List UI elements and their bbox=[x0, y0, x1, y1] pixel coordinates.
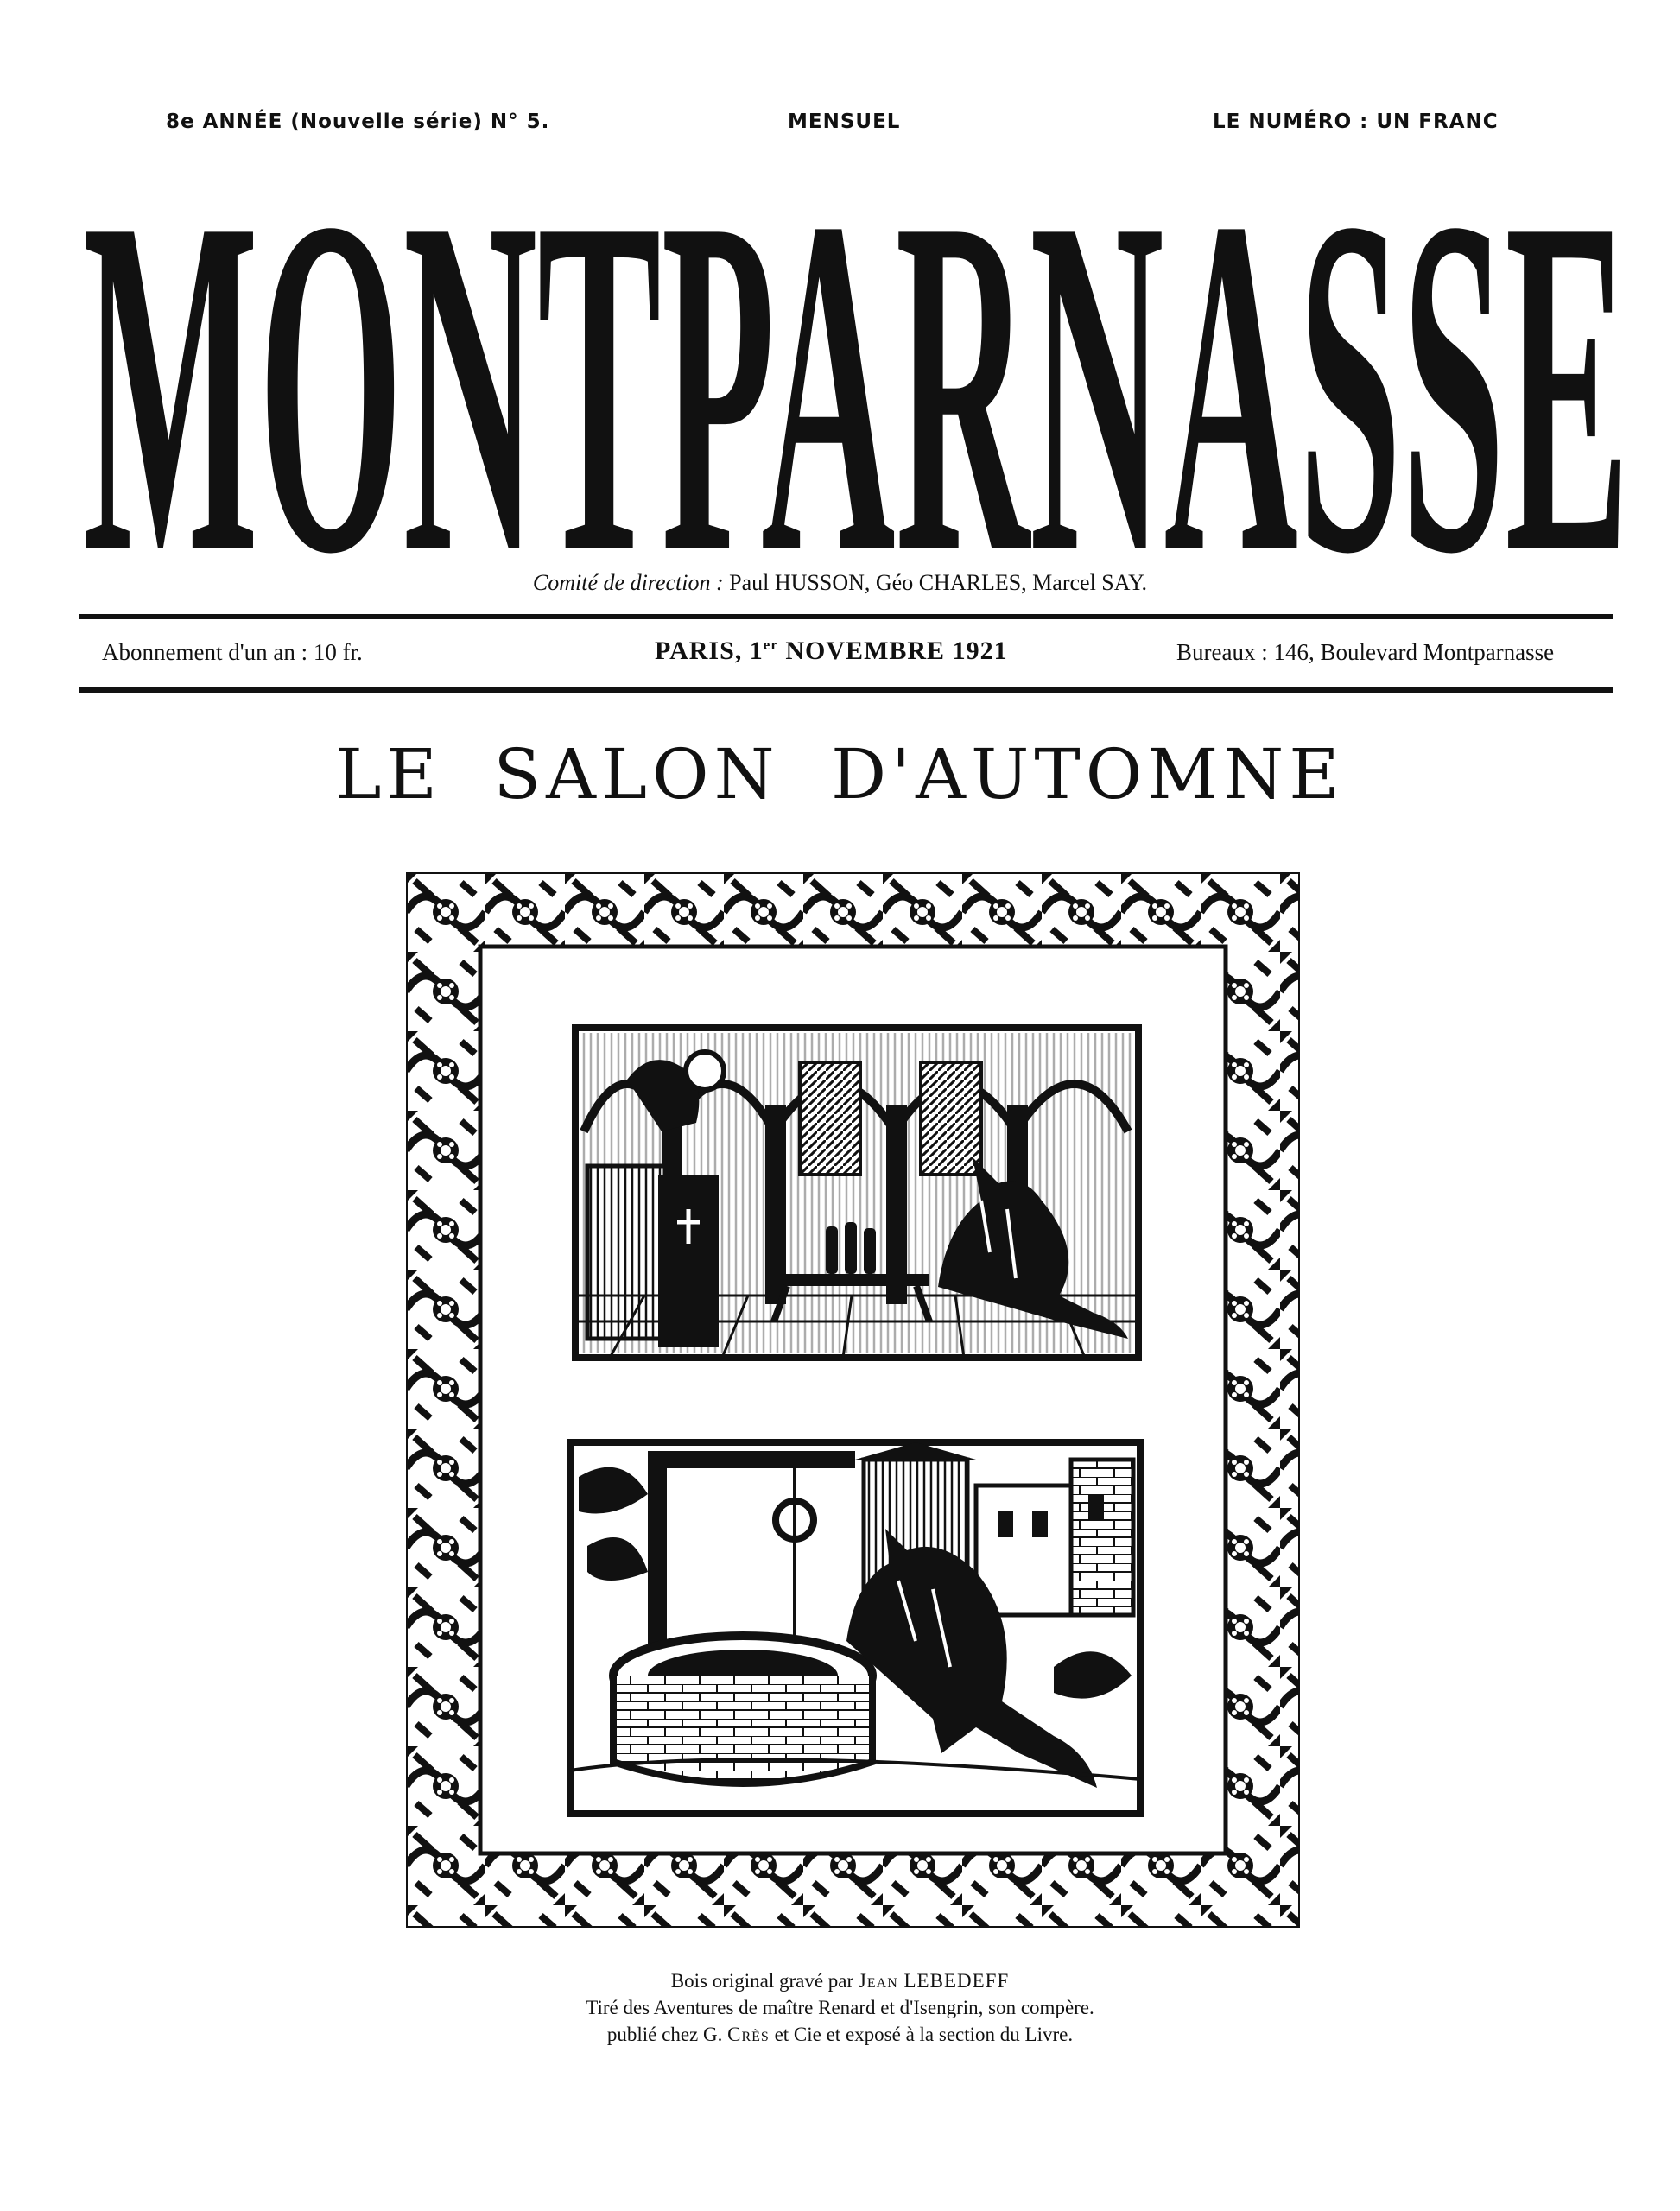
committee-label: Comité de direction : bbox=[532, 570, 724, 595]
masthead-logo bbox=[79, 155, 1632, 566]
woodcut-bottom-scene bbox=[570, 1442, 1140, 1814]
caption-artist: Jean LEBEDEFF bbox=[858, 1970, 1010, 1992]
caption-publisher-prefix: publié chez G. bbox=[606, 2024, 723, 2045]
committee-members: Paul HUSSON, Géo CHARLES, Marcel SAY. bbox=[729, 570, 1148, 595]
frequency-label: MENSUEL bbox=[788, 111, 901, 133]
caption-credit-prefix: Bois original gravé par bbox=[670, 1970, 854, 1992]
top-rule bbox=[79, 614, 1613, 619]
woodcut-illustration bbox=[406, 872, 1300, 1928]
offices-address: Bureaux : 146, Boulevard Montparnasse bbox=[1176, 639, 1555, 665]
committee-line bbox=[0, 570, 1680, 596]
subscription-text: Abonnement d'un an : 10 fr. bbox=[102, 639, 363, 665]
caption-publisher: Crès bbox=[727, 2024, 770, 2045]
caption-line-3 bbox=[0, 2021, 1680, 2048]
masthead bbox=[79, 155, 1632, 566]
price-label: LE NUMÉRO : UN FRANC bbox=[1213, 111, 1499, 133]
section-title: LE SALON D'AUTOMNE bbox=[335, 734, 1345, 814]
caption-line-2: Tiré des Aventures de maître Renard et d'Isengrin, son compère. bbox=[586, 1997, 1094, 2018]
caption-line-1 bbox=[0, 1967, 1680, 1994]
caption-publisher-suffix: et Cie et exposé à la section du Livre. bbox=[774, 2024, 1074, 2045]
masthead-title: MONTPARNASSE bbox=[83, 155, 1629, 566]
woodcut-top-scene bbox=[575, 1028, 1138, 1358]
issue-number: 8e ANNÉE (Nouvelle série) N° 5. bbox=[166, 111, 550, 133]
bottom-rule bbox=[79, 687, 1613, 693]
info-line bbox=[0, 639, 1680, 674]
issue-header bbox=[0, 111, 1680, 145]
date-suffix: NOVEMBRE 1921 bbox=[777, 637, 1008, 665]
illustration-caption bbox=[0, 1967, 1680, 2048]
illustration-svg bbox=[406, 872, 1300, 1928]
date-superscript: er bbox=[763, 637, 778, 653]
date-prefix: PARIS, 1 bbox=[655, 637, 764, 665]
issue-date bbox=[655, 637, 1008, 666]
